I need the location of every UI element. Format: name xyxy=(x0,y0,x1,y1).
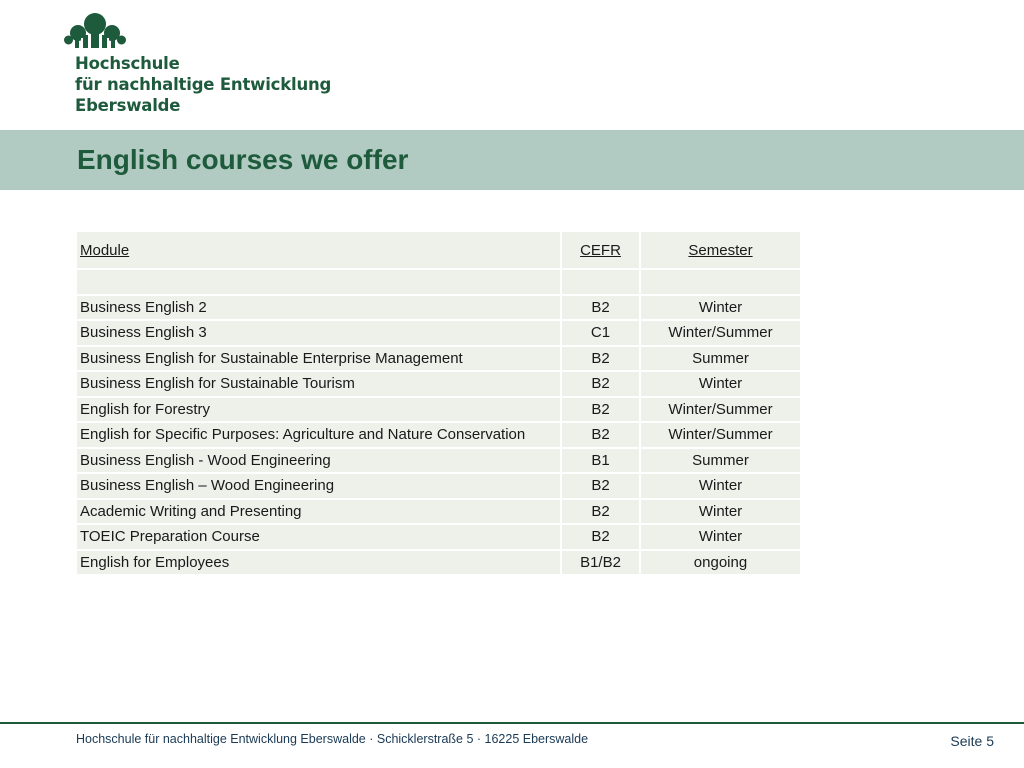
table-row xyxy=(77,398,800,422)
header-cefr: CEFR xyxy=(562,232,639,268)
cefr-cell: C1 xyxy=(562,321,639,345)
module-cell: Business English 3 xyxy=(77,321,560,345)
header-semester: Semester xyxy=(641,232,800,268)
semester-cell: Winter xyxy=(641,474,800,498)
module-cell: English for Forestry xyxy=(77,398,560,422)
logo-text-line-2: für nachhaltige Entwicklung xyxy=(75,75,332,94)
table-row xyxy=(77,449,800,473)
module-cell: English for Specific Purposes: Agriculture and Nature Conservation xyxy=(77,423,560,447)
university-logo xyxy=(64,12,334,116)
module-cell: Business English – Wood Engineering xyxy=(77,474,560,498)
table-row xyxy=(77,296,800,320)
table-row xyxy=(77,423,800,447)
table-row xyxy=(77,321,800,345)
semester-cell: Winter xyxy=(641,296,800,320)
module-cell: Business English for Sustainable Enterprise Management xyxy=(77,347,560,371)
page-title: English courses we offer xyxy=(77,144,409,175)
semester-cell: Summer xyxy=(641,449,800,473)
module-cell: Business English 2 xyxy=(77,296,560,320)
cefr-cell: B2 xyxy=(562,500,639,524)
courses-table xyxy=(75,230,802,576)
footer-divider xyxy=(0,722,1024,724)
semester-cell: Winter/Summer xyxy=(641,423,800,447)
cefr-cell: B2 xyxy=(562,296,639,320)
cefr-cell: B2 xyxy=(562,525,639,549)
logo-text-line-1: Hochschule xyxy=(75,54,180,73)
footer-address: Hochschule für nachhaltige Entwicklung Eberswalde · Schicklerstraße 5 · 16225 Eberswalde xyxy=(76,732,589,746)
module-cell: Business English - Wood Engineering xyxy=(77,449,560,473)
logo-text-line-3: Eberswalde xyxy=(75,96,181,115)
cefr-cell: B1/B2 xyxy=(562,551,639,575)
cefr-cell: B2 xyxy=(562,423,639,447)
table-row xyxy=(77,474,800,498)
cefr-cell: B2 xyxy=(562,474,639,498)
semester-cell: Winter xyxy=(641,525,800,549)
cefr-cell: B2 xyxy=(562,372,639,396)
module-cell: Business English for Sustainable Tourism xyxy=(77,372,560,396)
semester-cell: ongoing xyxy=(641,551,800,575)
table-row xyxy=(77,347,800,371)
page-number: Seite 5 xyxy=(950,733,994,749)
semester-cell: Winter/Summer xyxy=(641,321,800,345)
module-cell: TOEIC Preparation Course xyxy=(77,525,560,549)
table-row xyxy=(77,525,800,549)
tree-icon xyxy=(64,12,126,50)
table-row xyxy=(77,372,800,396)
table-row xyxy=(77,500,800,524)
cefr-cell: B2 xyxy=(562,398,639,422)
cefr-cell: B2 xyxy=(562,347,639,371)
semester-cell: Summer xyxy=(641,347,800,371)
module-cell: Academic Writing and Presenting xyxy=(77,500,560,524)
table-header-row xyxy=(77,232,800,268)
title-band xyxy=(0,130,1024,190)
cefr-cell: B1 xyxy=(562,449,639,473)
header-module: Module xyxy=(77,232,560,268)
semester-cell: Winter xyxy=(641,500,800,524)
module-cell: English for Employees xyxy=(77,551,560,575)
table-row xyxy=(77,551,800,575)
semester-cell: Winter xyxy=(641,372,800,396)
semester-cell: Winter/Summer xyxy=(641,398,800,422)
